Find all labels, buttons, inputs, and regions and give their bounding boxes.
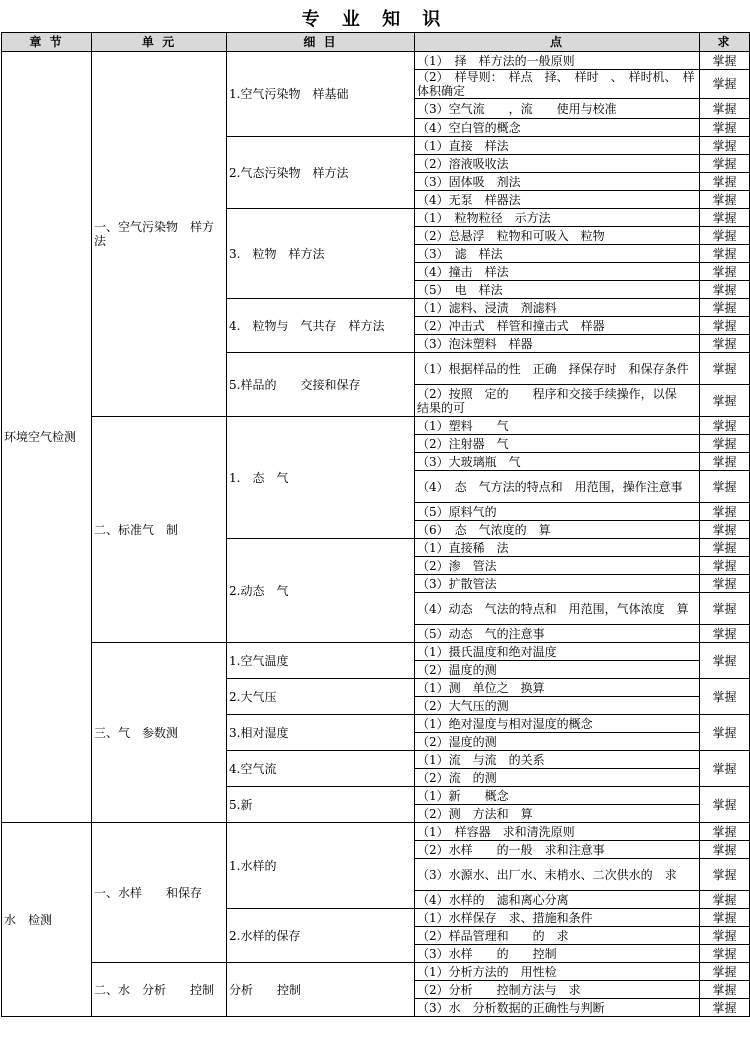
unit-cell: 三、气 参数测 [92,643,227,823]
requirement-cell: 掌握 [700,317,750,335]
point-cell: （4）水样的 滤和离心分离 [415,891,700,909]
requirement-cell: 掌握 [700,823,750,841]
point-cell: （5） 电 样法 [415,281,700,299]
point-cell: （1）滤料、浸渍 剂滤料 [415,299,700,317]
table-row [2,417,750,435]
requirement-cell: 掌握 [700,137,750,155]
item-cell: 5.新 [227,787,415,823]
point-cell: （3）泡沫塑料 样器 [415,335,700,353]
requirement-cell: 掌握 [700,521,750,539]
table-row [2,643,750,661]
requirement-cell: 掌握 [700,119,750,137]
point-cell: （1） 粒物粒径 示方法 [415,209,700,227]
requirement-cell: 掌握 [700,557,750,575]
requirement-cell: 掌握 [700,335,750,353]
item-cell: 2.动态 气 [227,539,415,643]
requirement-cell: 掌握 [700,643,750,679]
point-cell: （2）冲击式 样管和撞击式 样器 [415,317,700,335]
requirement-cell: 掌握 [700,417,750,435]
requirement-cell: 掌握 [700,209,750,227]
point-cell: （4）空白管的概念 [415,119,700,137]
point-cell: （2）测 方法和 算 [415,805,700,823]
table-body [2,52,750,1017]
point-cell: （6） 态 气浓度的 算 [415,521,700,539]
requirement-cell: 掌握 [700,263,750,281]
point-cell: （3）空气流 ，流 使用与校准 [415,99,700,119]
unit-cell: 二、水 分析 控制 [92,963,227,1017]
requirement-cell: 掌握 [700,385,750,417]
point-cell: （1）摄氏温度和绝对温度 [415,643,700,661]
point-cell: （1） 择 样方法的一般原则 [415,52,700,70]
header-requirement: 求 [700,33,750,52]
point-cell: （2）温度的测 [415,661,700,679]
point-cell: （1）新 概念 [415,787,700,805]
point-cell: （5）动态 气的注意事 [415,625,700,643]
requirement-cell: 掌握 [700,625,750,643]
requirement-cell: 掌握 [700,191,750,209]
point-cell: （4）撞击 样法 [415,263,700,281]
requirement-cell: 掌握 [700,471,750,503]
item-cell: 2.气态污染物 样方法 [227,137,415,209]
requirement-cell: 掌握 [700,891,750,909]
chapter-cell: 水 检测 [2,823,92,1017]
point-cell: （1）流 与流 的关系 [415,751,700,769]
requirement-cell: 掌握 [700,841,750,859]
point-cell: （1）直接 样法 [415,137,700,155]
point-cell: （1）分析方法的 用性检 [415,963,700,981]
item-cell: 1.水样的 [227,823,415,909]
point-cell: （4）无泵 样器法 [415,191,700,209]
requirement-cell: 掌握 [700,981,750,999]
requirement-cell: 掌握 [700,999,750,1017]
requirement-cell: 掌握 [700,751,750,787]
requirement-cell: 掌握 [700,539,750,557]
header-chapter: 章 节 [2,33,92,52]
requirement-cell: 掌握 [700,227,750,245]
point-cell: （2）渗 管法 [415,557,700,575]
point-cell: （2）分析 控制方法与 求 [415,981,700,999]
point-cell: （3）水 分析数据的正确性与判断 [415,999,700,1017]
item-cell: 1.空气污染物 样基础 [227,52,415,137]
point-cell: （2）湿度的测 [415,733,700,751]
header-item: 细 目 [227,33,415,52]
unit-cell: 一、空气污染物 样方法 [92,52,227,417]
requirement-cell: 掌握 [700,593,750,625]
point-cell: （3）固体吸 剂法 [415,173,700,191]
table-row [2,823,750,841]
syllabus-table [1,32,750,1017]
requirement-cell: 掌握 [700,715,750,751]
header-point: 点 [415,33,700,52]
requirement-cell: 掌握 [700,679,750,715]
point-cell: （1）根据样品的性 正确 择保存时 和保存条件 [415,353,700,385]
point-cell: （3） 滤 样法 [415,245,700,263]
requirement-cell: 掌握 [700,787,750,823]
point-cell: （1）塑料 气 [415,417,700,435]
item-cell: 4.空气流 [227,751,415,787]
requirement-cell: 掌握 [700,245,750,263]
table-row [2,52,750,70]
requirement-cell: 掌握 [700,299,750,317]
requirement-cell: 掌握 [700,859,750,891]
item-cell: 1. 态 气 [227,417,415,539]
point-cell: （4）动态 气法的特点和 用范围，气体浓度 算 [415,593,700,625]
item-cell: 4. 粒物与 气共存 样方法 [227,299,415,353]
point-cell: （2）流 的测 [415,769,700,787]
requirement-cell: 掌握 [700,281,750,299]
item-cell: 分析 控制 [227,963,415,1017]
requirement-cell: 掌握 [700,70,750,99]
point-cell: （2）总悬浮 粒物和可吸入 粒物 [415,227,700,245]
point-cell: （1）绝对湿度与相对湿度的概念 [415,715,700,733]
item-cell: 1.空气温度 [227,643,415,679]
point-cell: （1）测 单位之 换算 [415,679,700,697]
requirement-cell: 掌握 [700,353,750,385]
unit-cell: 一、水样 和保存 [92,823,227,963]
header-unit: 单 元 [92,33,227,52]
point-cell: （5）原料气的 [415,503,700,521]
point-cell: （3）大玻璃瓶 气 [415,453,700,471]
point-cell: （1） 样容器 求和清洗原则 [415,823,700,841]
requirement-cell: 掌握 [700,927,750,945]
requirement-cell: 掌握 [700,963,750,981]
item-cell: 3. 粒物 样方法 [227,209,415,299]
requirement-cell: 掌握 [700,99,750,119]
page-title: 专 业 知 识 [301,9,449,30]
item-cell: 2.大气压 [227,679,415,715]
requirement-cell: 掌握 [700,453,750,471]
point-cell: （2） 样导则： 样点 择、 样时 、 样时机、 样体积确定 [415,70,700,99]
point-cell: （1）直接稀 法 [415,539,700,557]
point-cell: （2）溶液吸收法 [415,155,700,173]
point-cell: （2）样品管理和 的 求 [415,927,700,945]
point-cell: （2）大气压的测 [415,697,700,715]
point-cell: （3）水源水、出厂水、末梢水、二次供水的 求 [415,859,700,891]
requirement-cell: 掌握 [700,945,750,963]
table-header-row [2,33,750,52]
item-cell: 2.水样的保存 [227,909,415,963]
table-row [2,963,750,981]
requirement-cell: 掌握 [700,909,750,927]
item-cell: 5.样品的 交接和保存 [227,353,415,417]
requirement-cell: 掌握 [700,503,750,521]
requirement-cell: 掌握 [700,173,750,191]
point-cell: （2）水样 的一般 求和注意事 [415,841,700,859]
chapter-cell: 环境空气检测 [2,52,92,823]
point-cell: （4） 态 气方法的特点和 用范围，操作注意事 [415,471,700,503]
requirement-cell: 掌握 [700,575,750,593]
point-cell: （3）扩散管法 [415,575,700,593]
item-cell: 3.相对湿度 [227,715,415,751]
point-cell: （2）注射器 气 [415,435,700,453]
point-cell: （1）水样保存 求、措施和条件 [415,909,700,927]
unit-cell: 二、标准气 制 [92,417,227,643]
point-cell: （3）水样 的 控制 [415,945,700,963]
requirement-cell: 掌握 [700,52,750,70]
point-cell: （2）按照 定的 程序和交接手续操作，以保 结果的可 [415,385,700,417]
requirement-cell: 掌握 [700,435,750,453]
requirement-cell: 掌握 [700,155,750,173]
